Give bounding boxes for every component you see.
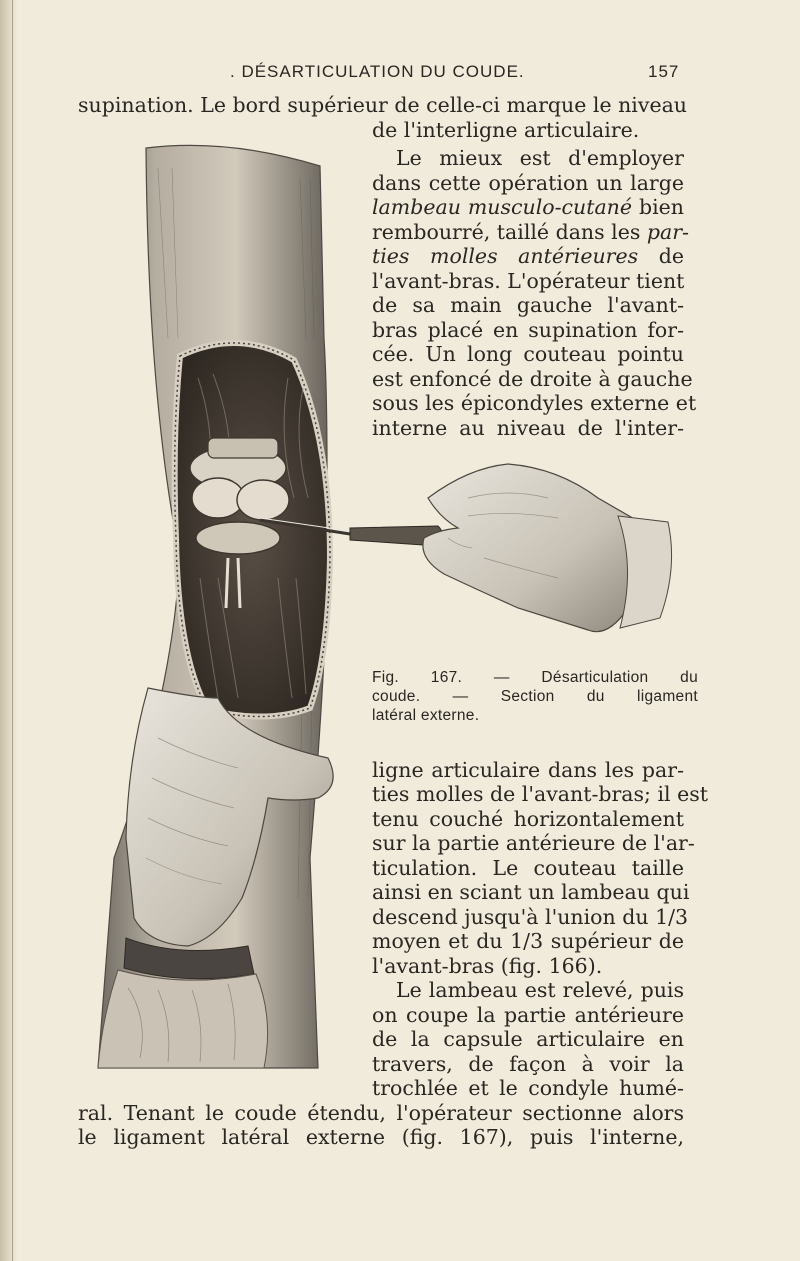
text-line: cée. Un long couteau pointu [372, 342, 684, 366]
text-line: ticulation. Le couteau taille [372, 856, 684, 880]
page-gutter [0, 0, 18, 1261]
text-fragment: rembourré, taillé dans les [372, 220, 641, 244]
italic-phrase: ties molles antérieures [372, 244, 639, 268]
text-line: ligne articulaire dans les par- [372, 758, 684, 782]
text-line: de l'interligne articulaire. [372, 118, 640, 142]
text-line: ties molles de l'avant-bras; il est [372, 782, 708, 806]
text-line: ainsi en sciant un lambeau qui [372, 880, 690, 904]
text-line: descend jusqu'à l'union du 1/3 [372, 905, 689, 929]
text-line: dans cette opération un large [372, 171, 684, 195]
sleeve [98, 970, 268, 1068]
italic-phrase: lambeau musculo-cutané [372, 195, 633, 219]
text-line: on coupe la partie antérieure [372, 1003, 684, 1027]
text-line: de la capsule articulaire en [372, 1027, 684, 1051]
text-fragment: bien [638, 195, 684, 219]
page-number: 157 [648, 62, 680, 81]
radial-head [196, 522, 280, 554]
gutter-line [12, 0, 13, 1261]
text-line: sur la partie antérieure de l'ar- [372, 831, 695, 855]
running-title: . DÉSARTICULATION DU COUDE. [230, 62, 525, 81]
caption-line: coude. — Section du ligament [372, 688, 698, 705]
text-line: travers, de façon à voir la [372, 1052, 684, 1076]
right-gloved-hand [423, 464, 641, 632]
running-header [0, 62, 800, 86]
text-line: Le mieux est d'employer [396, 146, 684, 170]
text-line: supination. Le bord supérieur de celle-ci marque le niveau [78, 93, 687, 117]
text-line: sous les épicondyles externe et [372, 391, 697, 415]
italic-phrase: par- [646, 220, 689, 244]
text-line: Le lambeau est relevé, puis [396, 978, 684, 1002]
text-fragment: de [658, 244, 684, 268]
text-line: moyen et du 1/3 supérieur de [372, 929, 684, 953]
text-line: l'avant-bras. L'opérateur tient [372, 269, 685, 293]
text-line: ral. Tenant le coude étendu, l'opérateur sectionne alors [78, 1101, 684, 1125]
text-line: trochlée et le condyle humé- [372, 1076, 684, 1100]
caption-line: Fig. 167. — Désarticulation du [372, 669, 698, 686]
text-line: tenu couché horizontalement [372, 807, 684, 831]
text-line: bras placé en supination for- [372, 318, 684, 342]
text-line: est enfoncé de droite à gauche [372, 367, 693, 391]
text-line: de sa main gauche l'avant- [372, 293, 684, 317]
text-line: le ligament latéral externe (fig. 167), puis l'interne, [78, 1125, 684, 1149]
text-line: interne au niveau de l'inter- [372, 416, 684, 440]
text-line: l'avant-bras (fig. 166). [372, 954, 603, 978]
caption-line: latéral externe. [372, 707, 480, 724]
